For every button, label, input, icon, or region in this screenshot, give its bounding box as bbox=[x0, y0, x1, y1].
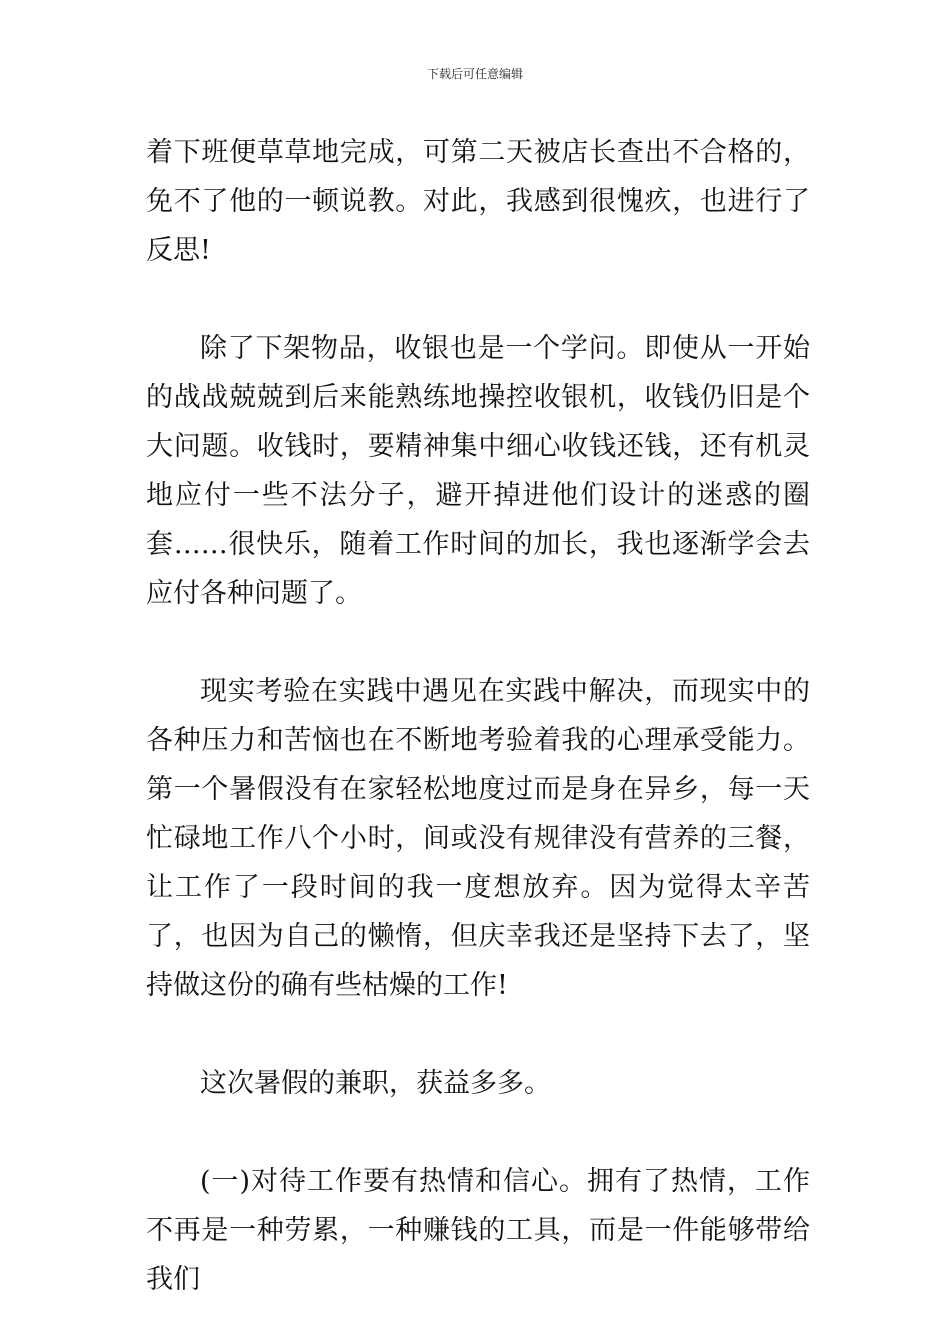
document-body bbox=[146, 128, 810, 1304]
paragraph-point-one: (一)对待工作要有热情和信心。拥有了热情，工作不再是一种劳累，一种赚钱的工具，而是一件能够带给我们 bbox=[146, 1166, 810, 1295]
page-header: 下载后可任意编辑 bbox=[426, 67, 523, 81]
paragraph-cashier: 除了下架物品，收银也是一个学问。即使从一开始的战战兢兢到后来能熟练地操控收银机，收钱仍旧是个大问题。收钱时，要精神集中细心收钱还钱，还有机灵地应付一些不法分子，避开掉进他们设计的迷惑的圈套……很快乐，随着工作时间的加长，我也逐渐学会去应付各种问题了。 bbox=[146, 333, 810, 609]
paragraph-continued: 着下班便草草地完成，可第二天被店长查出不合格的，免不了他的一顿说教。对此，我感到很愧疚，也进行了反思! bbox=[146, 137, 810, 266]
paragraph-pressure: 现实考验在实践中遇见在实践中解决，而现实中的各种压力和苦恼也在不断地考验着我的心理承受能力。第一个暑假没有在家轻松地度过而是身在异乡，每一天忙碌地工作八个小时，间或没有规律没有营养的三餐，让工作了一段时间的我一度想放弃。因为觉得太辛苦了，也因为自己的懒惰，但庆幸我还是坚持下去了，坚持做这份的确有些枯燥的工作! bbox=[146, 676, 810, 1001]
paragraph-summary: 这次暑假的兼职，获益多多。 bbox=[200, 1068, 551, 1099]
